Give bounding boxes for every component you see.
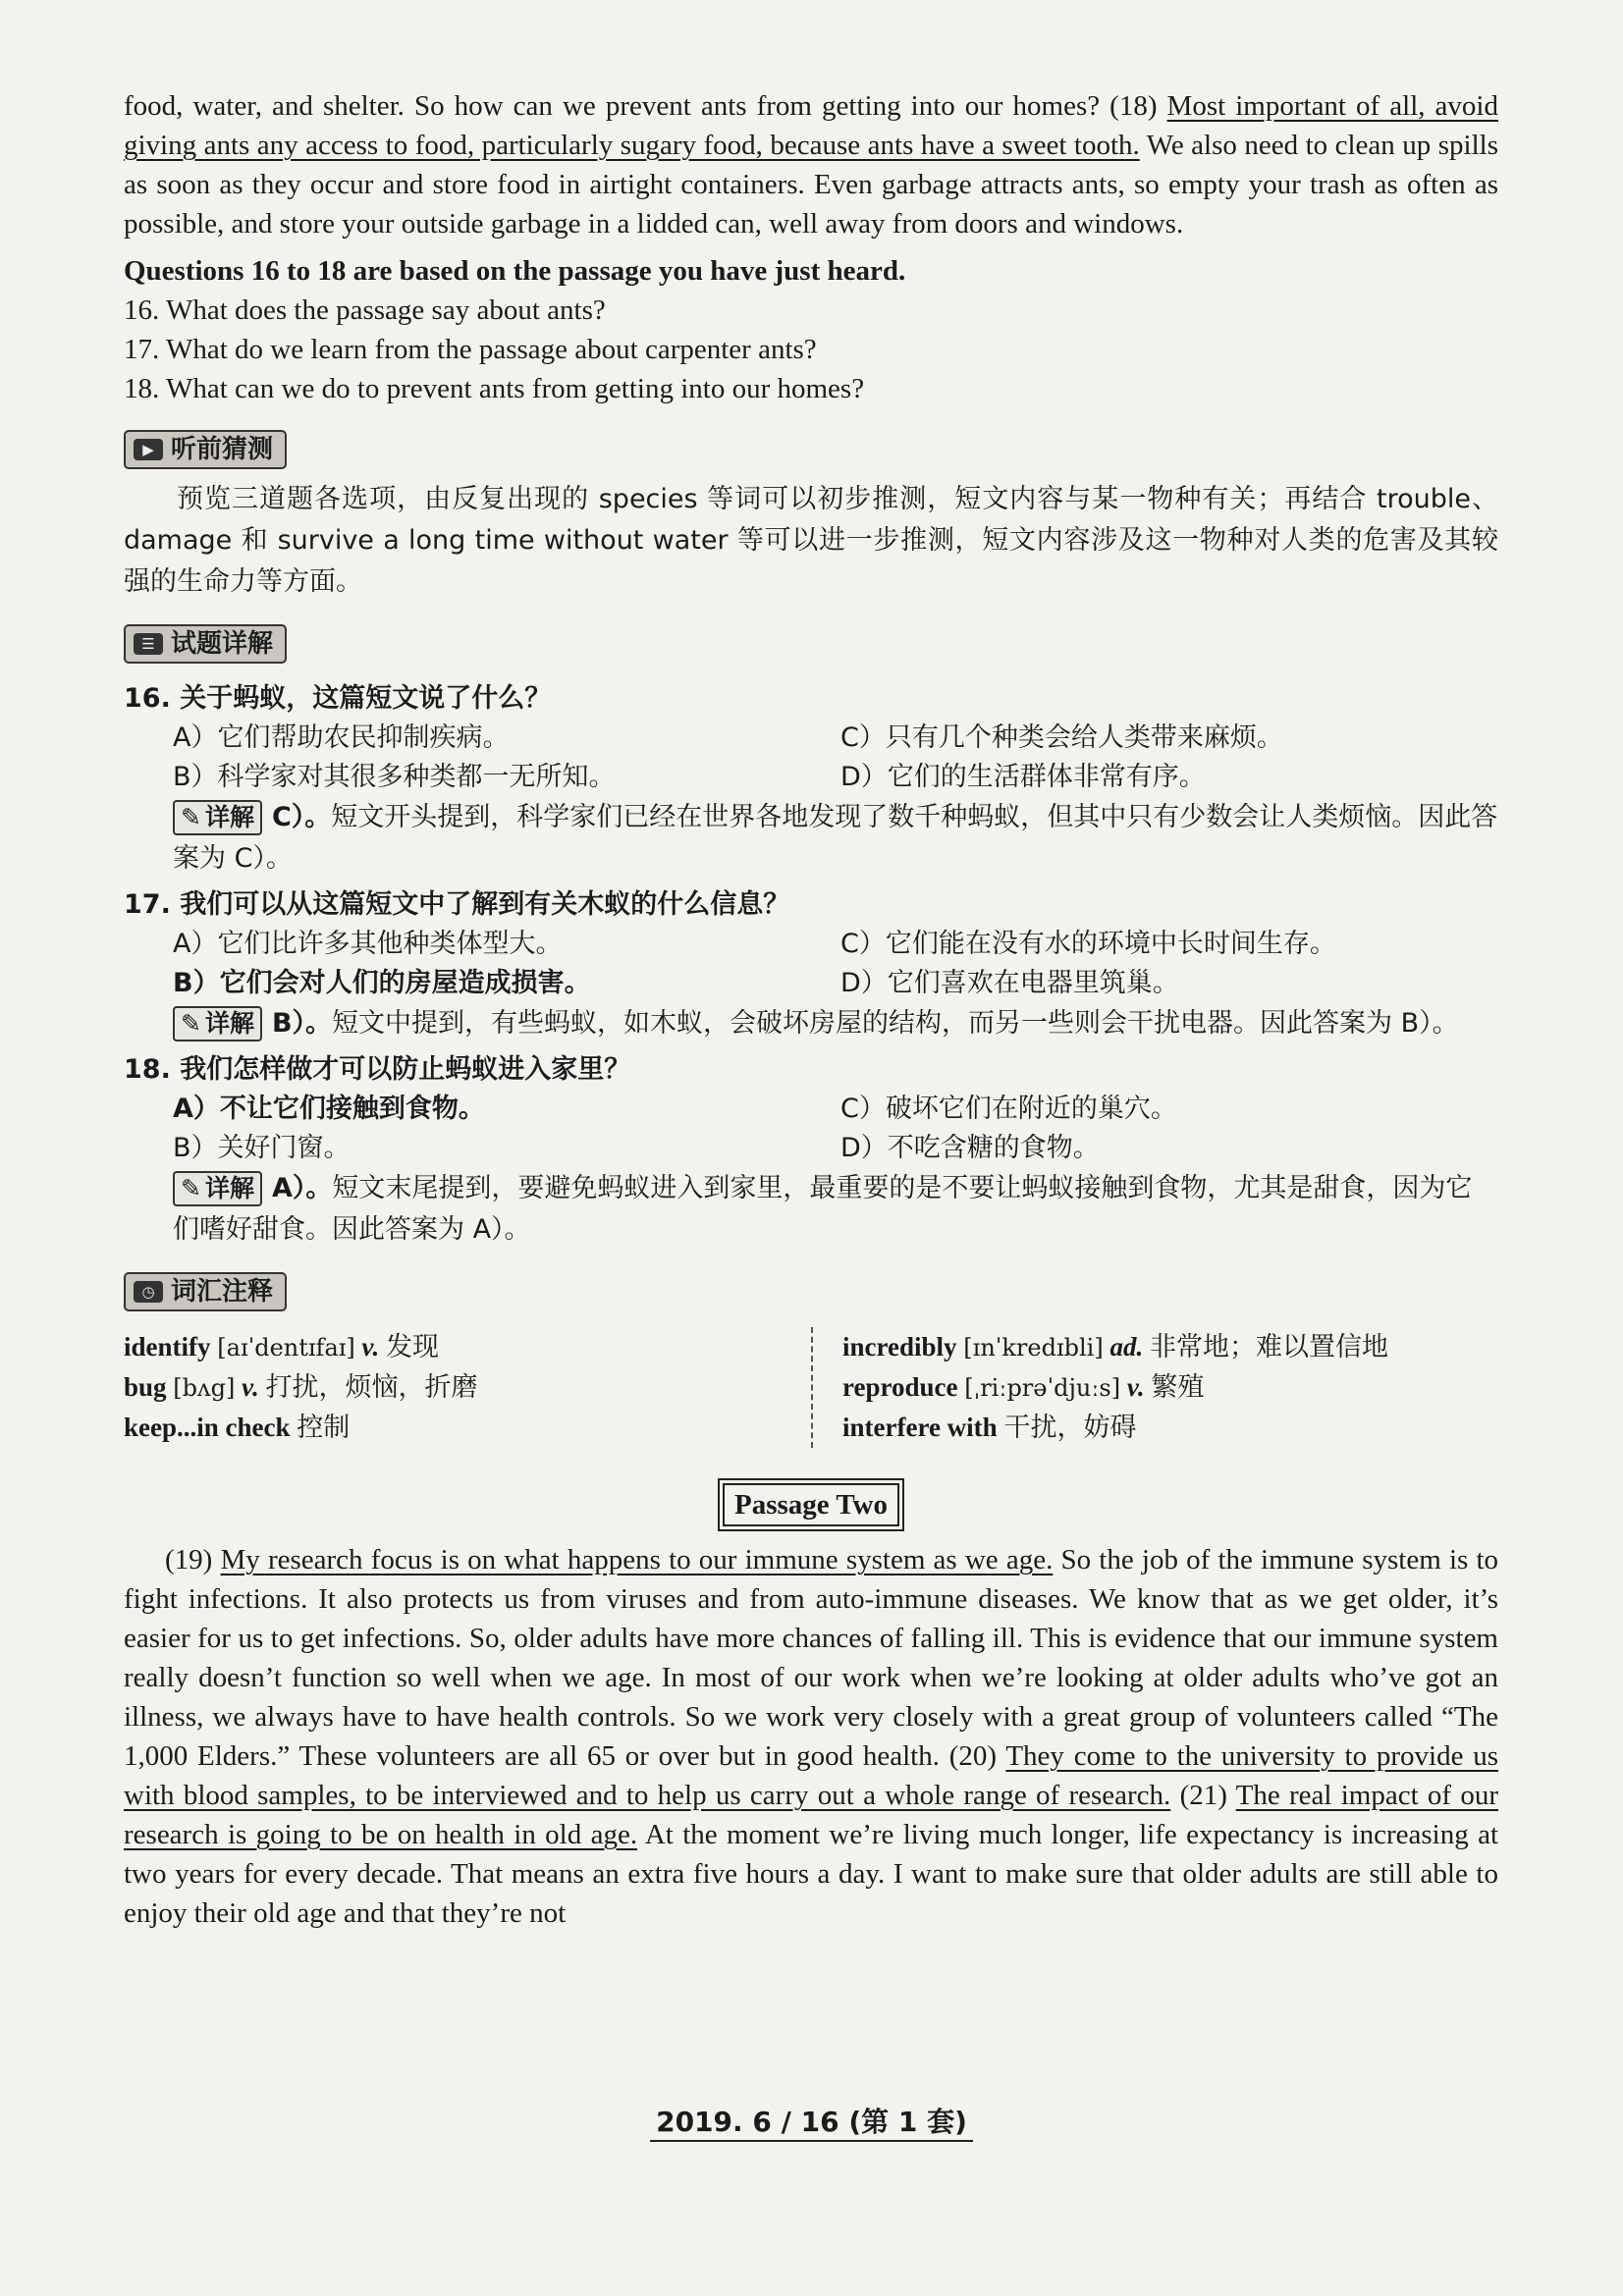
vocab-word: incredibly: [842, 1332, 957, 1362]
question-18: 18. What can we do to prevent ants from getting into our homes?: [124, 373, 865, 404]
underlined-answer-21: The real impact of our research is going to be on health in old age.: [124, 1780, 1498, 1850]
explanation-text: 短文中提到，有些蚂蚁，如木蚁，会破坏房屋的结构，而另一些则会干扰电器。因此答案为 B）。: [332, 1008, 1459, 1039]
option-a: A）不让它们接触到食物。: [173, 1094, 485, 1124]
detail-question-17: 17. 我们可以从这篇短文中了解到有关木蚁的什么信息？: [124, 889, 790, 920]
option-c: C）破坏它们在附近的巢穴。: [840, 1094, 1177, 1124]
option-b: B）它们会对人们的房屋造成损害。: [173, 968, 591, 998]
passage-two-title: Passage Two: [723, 1483, 899, 1526]
underlined-answer-19: My research focus is on what happens to our immune system as we age.: [220, 1544, 1054, 1575]
vocab-entry: [842, 1408, 1500, 1448]
pencil-icon: ✎: [181, 803, 201, 831]
section-tag-label: 词汇注释: [171, 1277, 274, 1307]
vocab-phonetic: [ˌriːprəˈdjuːs]: [964, 1374, 1121, 1402]
marker-19: (19): [165, 1544, 213, 1575]
answer: C）。: [271, 802, 332, 832]
vocab-pos: ad.: [1109, 1332, 1144, 1362]
vocab-meaning: 发现: [386, 1332, 440, 1362]
answer: A）。: [271, 1173, 333, 1203]
section-tag-label: 试题详解: [171, 629, 274, 659]
option-c: C）只有几个种类会给人类带来麻烦。: [840, 722, 1283, 753]
vocab-entry: [124, 1408, 811, 1448]
options-17: [124, 925, 1498, 1003]
detail-question-16: 16. 关于蚂蚁，这篇短文说了什么？: [124, 683, 552, 714]
detail-badge: [173, 1006, 262, 1041]
vocab-pos: v.: [361, 1332, 380, 1362]
option-a: A）它们比许多其他种类体型大。: [173, 929, 563, 959]
vocab-meaning: 繁殖: [1151, 1372, 1205, 1403]
section-tag-details: [124, 624, 287, 664]
answer: B）。: [271, 1008, 333, 1039]
passage-one-tail: [124, 86, 1498, 243]
vocab-column-left: [124, 1327, 811, 1448]
detail-question-18: 18. 我们怎样做才可以防止蚂蚁进入家里？: [124, 1054, 631, 1085]
vocab-meaning: 干扰，妨碍: [1003, 1413, 1137, 1443]
detail-badge: [173, 800, 262, 835]
vocab-meaning: 控制: [297, 1413, 351, 1443]
passage-text: So the job of the immune system is to fight infections. It also protects us from viruses and from auto-immune diseases. We know that as we get older, it’s easier for us to get infections. So, older adults have more chances of falling ill. This is evidence that our immune system really doesn’t function so well when we age. In most of our work when we’re looking at older adults who’ve got an illness, we always have to have health controls. So we work very closely with a great group of volunteers called “The 1,000 Elders.” These volunteers are all 65 or over but in good health.: [124, 1544, 1499, 1772]
vocab-list: [124, 1327, 1498, 1448]
book-icon: ☰: [134, 633, 163, 655]
explanation-17: [124, 1003, 1498, 1044]
headphones-icon: ▶: [134, 439, 163, 460]
passage-title-wrap: [124, 1483, 1498, 1526]
options-16: [124, 719, 1498, 797]
detail-badge-label: 详解: [204, 1009, 254, 1038]
pencil-icon: ✎: [181, 1009, 201, 1038]
vocab-column-right: [813, 1327, 1500, 1448]
vocab-entry: [842, 1367, 1500, 1408]
vocab-word: reproduce: [842, 1372, 958, 1402]
vocab-entry: [124, 1327, 811, 1367]
option-d: D）它们的生活群体非常有序。: [840, 762, 1206, 792]
option-b: B）关好门窗。: [173, 1133, 351, 1163]
section-tag-label: 听前猜测: [171, 435, 274, 464]
question-16: 16. What does the passage say about ants?: [124, 294, 606, 326]
page-footer: [0, 2101, 1623, 2140]
section-tag-vocab: [124, 1272, 287, 1311]
option-d: D）它们喜欢在电器里筑巢。: [840, 968, 1179, 998]
marker-20: (20): [948, 1740, 998, 1772]
explanation-16: [124, 797, 1498, 880]
vocab-meaning: 非常地；难以置信地: [1149, 1332, 1388, 1362]
option-d: D）不吃含糖的食物。: [840, 1133, 1100, 1163]
explanation-text: 短文开头提到，科学家们已经在世界各地发现了数千种蚂蚁，但其中只有少数会让人类烦恼。因此答案为 C）。: [173, 802, 1498, 874]
option-a: A）它们帮助农民抑制疾病。: [173, 722, 510, 753]
vocab-entry: [124, 1367, 811, 1408]
passage-text: We also need to clean up spills as soon as they occur and store food in airtight containers. Even garbage attracts ants, so empty your trash as often as possible, and store your outside garbage in a lidded can, well away from doors and windows.: [124, 130, 1498, 240]
vocab-phonetic: [ɪnˈkredɪbli]: [963, 1334, 1104, 1362]
prelisten-text: 预览三道题各选项，由反复出现的 species 等词可以初步推测，短文内容与某一物种有关；再结合 trouble、damage 和 survive a long time without water 等可以进一步推测，短文内容涉及这一物种对人类的危害及其较强的生命力等方面。: [124, 484, 1498, 597]
option-b: B）科学家对其很多种类都一无所知。: [173, 762, 616, 792]
explanation-text: 短文末尾提到，要避免蚂蚁进入到家里，最重要的是不要让蚂蚁接触到食物，尤其是甜食，因为它们嗜好甜食。因此答案为 A）。: [173, 1173, 1473, 1245]
vocab-entry: [842, 1327, 1500, 1367]
detail-badge-label: 详解: [204, 1174, 254, 1202]
detail-badge-label: 详解: [204, 803, 254, 831]
vocab-word: bug: [124, 1372, 167, 1402]
pencil-icon: ✎: [181, 1174, 201, 1202]
explanation-18: [124, 1168, 1498, 1251]
passage-text: food, water, and shelter. So how can we prevent ants from getting into our homes? (18): [124, 90, 1158, 122]
vocab-pos: v.: [242, 1372, 259, 1402]
marker-21: (21): [1179, 1780, 1227, 1811]
underlined-answer-20: They come to the university to provide us with blood samples, to be interviewed and to help us carry out a whole range of research.: [124, 1740, 1499, 1811]
question-17: 17. What do we learn from the passage about carpenter ants?: [124, 334, 817, 365]
vocab-phonetic: [bʌg]: [173, 1374, 236, 1402]
vocab-pos: v.: [1126, 1372, 1145, 1402]
underlined-answer-18: Most important of all, avoid giving ants any access to food, particularly sugary food, because ants have a sweet tooth.: [124, 90, 1498, 161]
passage-text: At the moment we’re living much longer, life expectancy is increasing at two years for every decade. That means an extra five hours a day. I want to make sure that older adults are still able to enjoy their old age and that they’re not: [124, 1819, 1498, 1929]
passage-two-text: [124, 1540, 1498, 1933]
vocab-word: keep...in check: [124, 1413, 291, 1442]
page-number: 2019. 6 / 16 (第 1 套): [650, 2106, 973, 2142]
vocab-phonetic: [aɪˈdentɪfaɪ]: [217, 1334, 355, 1362]
page-content: [124, 86, 1498, 1933]
option-c: C）它们能在没有水的环境中长时间生存。: [840, 929, 1336, 959]
section-tag-prelisten: [124, 430, 287, 469]
vocab-meaning: 打扰，烦恼，折磨: [265, 1372, 478, 1403]
vocab-word: interfere with: [842, 1413, 998, 1442]
options-18: [124, 1090, 1498, 1168]
clock-icon: ◷: [134, 1281, 163, 1303]
questions-heading: Questions 16 to 18 are based on the passage you have just heard.: [124, 255, 906, 287]
vocab-word: identify: [124, 1332, 211, 1362]
detail-badge: [173, 1171, 262, 1206]
